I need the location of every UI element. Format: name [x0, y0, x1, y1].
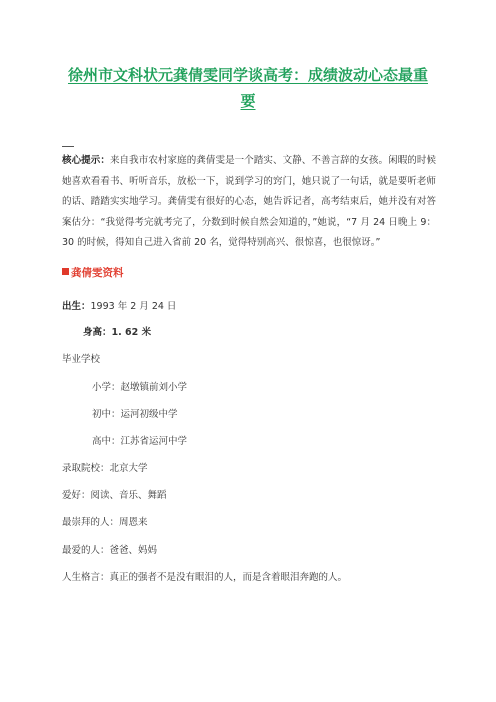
profile-heading-text: 龚倩雯资料 — [71, 267, 124, 279]
birth-value: 1993 年 2 月 24 日 — [90, 301, 177, 312]
motto-label: 人生格言： — [62, 572, 110, 583]
primary-label: 小学： — [92, 382, 121, 393]
birth-row — [62, 300, 176, 314]
primary-value: 赵墩镇前刘小学 — [120, 382, 188, 393]
senior-label: 高中： — [92, 436, 121, 447]
height-value: 1. 62 米 — [111, 327, 152, 338]
junior-school-row — [92, 408, 178, 422]
hobbies-row — [62, 489, 167, 503]
admitted-value: 北京大学 — [109, 463, 148, 474]
divider — [62, 146, 74, 147]
admitted-label: 录取院校： — [62, 463, 110, 474]
junior-label: 初中： — [92, 409, 121, 420]
admire-label: 最崇拜的人： — [62, 517, 120, 528]
birth-label: 出生： — [62, 301, 91, 312]
admitted-row — [62, 462, 148, 476]
summary-label: 核心提示： — [62, 155, 110, 166]
article-title: 徐州市文科状元龚倩雯同学谈高考：成绩波动心态最重要 — [67, 66, 428, 110]
school-heading: 毕业学校 — [62, 354, 101, 365]
profile-heading — [62, 266, 124, 280]
motto-row — [62, 571, 347, 585]
motto-value: 真正的强者不是没有眼泪的人，而是含着眼泪奔跑的人。 — [109, 572, 348, 583]
love-label: 最爱的人： — [62, 545, 110, 556]
senior-school-row — [92, 435, 187, 449]
love-value: 爸爸、妈妈 — [109, 545, 158, 556]
admire-row — [62, 516, 148, 530]
senior-value: 江苏省运河中学 — [120, 436, 188, 447]
junior-value: 运河初级中学 — [120, 409, 178, 420]
love-row — [62, 544, 157, 558]
summary-text: 来自我市农村家庭的龚倩雯是一个踏实、文静、不善言辞的女孩。闲暇的时候她喜欢看看书、听听音乐，放松一下，说到学习的窍门，她只说了一句话，就是要听老师的话、踏踏实实地学习。龚倩雯有很好的心态，她告诉记者，高考结束后，她并没有对答案估分：“我觉得考完就考完了，分数到时候自然会知道的，”她说，“7 月 24 日晚上 9：30 的时候，得知自己进入省前 20 名，觉得特别高兴、很惊喜，也很惊讶。” — [62, 155, 436, 248]
summary-paragraph — [62, 151, 436, 254]
admire-value: 周恩来 — [119, 517, 148, 528]
hobbies-label: 爱好： — [62, 490, 91, 501]
hobbies-value: 阅读、音乐、舞蹈 — [90, 490, 167, 501]
primary-school-row — [92, 381, 187, 395]
height-label: 身高： — [83, 327, 112, 338]
height-row — [83, 326, 151, 340]
square-bullet-icon — [62, 268, 69, 275]
